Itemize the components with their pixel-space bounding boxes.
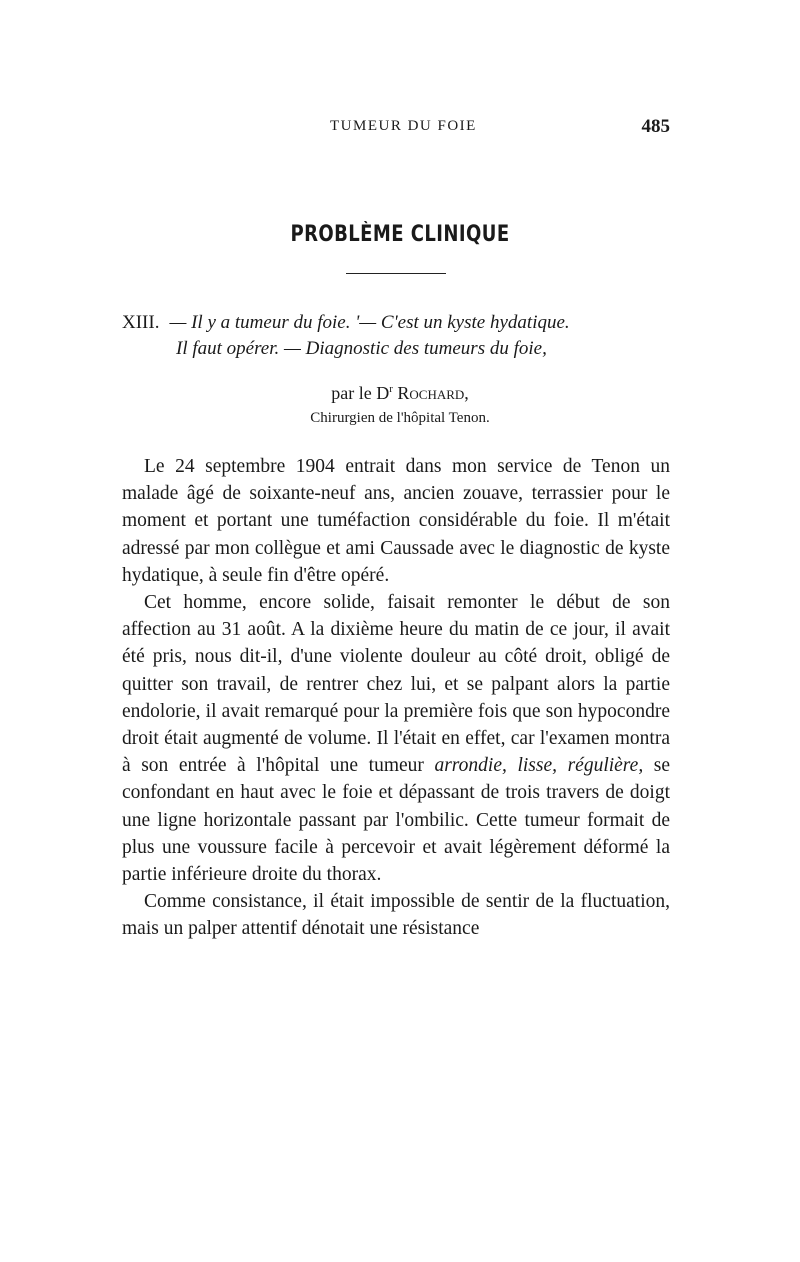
paragraph-2-text-b: se confondant en haut avec le foie et dépassant de trois travers de doigt une ligne horizontale passant par l'ombilic. Cette tumeur formait de plus une voussure facile à percevoir et avait légèrement déformé la partie inférieure droite du thorax. <box>122 755 671 886</box>
author-affiliation: Chirurgien de l'hôpital Tenon. <box>310 410 490 426</box>
byline-sup: r <box>389 383 393 395</box>
emphasis-reguliere: régulière, <box>567 755 644 777</box>
author-name: Rochard, <box>397 383 469 403</box>
running-head-title: TUMEUR DU FOIE <box>330 118 477 134</box>
heading-divider <box>346 273 446 274</box>
paragraph-1: Le 24 septembre 1904 entrait dans mon service de Tenon un malade âgé de soixante-neuf ans, ancien zouave, terrassier pour le moment et portant une tuméfaction considérable du foie. Il m'était adressé par mon collègue et ami Caussade avec le diagnostic de kyste hydatique, à seule fin d'être opéré. <box>122 456 670 586</box>
byline-prefix: par le D <box>331 383 390 403</box>
section-heading: PROBLÈME CLINIQUE <box>290 222 510 247</box>
page-number: 485 <box>641 116 670 137</box>
running-head <box>0 118 800 148</box>
emphasis-arrondie: arrondie, <box>434 755 507 777</box>
article-title <box>122 312 682 360</box>
article-title-line1: — Il y a tumeur du foie. '— C'est un kyste hydatique. <box>169 312 570 333</box>
article-title-line2: Il faut opérer. — Diagnostic des tumeurs du foie, <box>176 338 547 359</box>
emphasis-lisse: lisse, <box>517 755 557 777</box>
paragraph-2 <box>122 589 670 888</box>
paragraph-3: Comme consistance, il était impossible de sentir de la fluctuation, mais un palper attentif dénotait une résistance <box>122 891 670 940</box>
article-number: XIII. <box>122 312 160 333</box>
article-body <box>122 453 670 943</box>
paragraph-2-text-a: Cet homme, encore solide, faisait remonter le début de son affection au 31 août. A la dixième heure du matin de ce jour, il avait été pris, nous dit-il, d'une violente douleur au côté droit, obligé de quitter son travail, de rentrer chez lui, et se palpant alors la partie endolorie, il avait remarqué pour la première fois que son hypocondre droit était augmenté de volume. Il l'était en effet, car l'examen montra à son entrée à l'hôpital une tumeur <box>122 592 670 777</box>
byline <box>0 383 800 404</box>
